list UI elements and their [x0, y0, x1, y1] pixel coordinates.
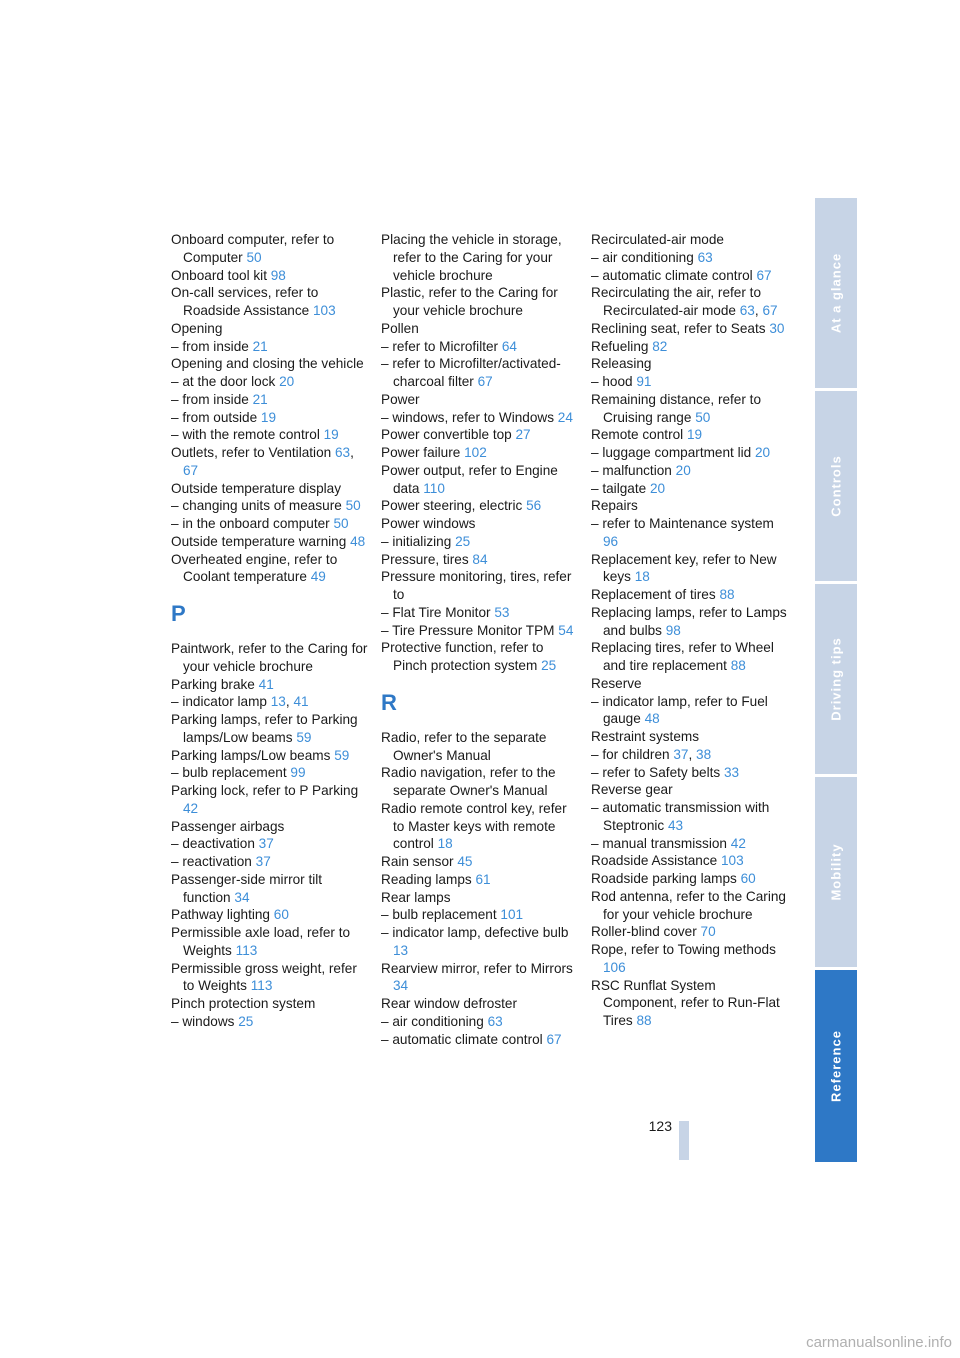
index-entry [591, 249, 791, 267]
index-entry [171, 906, 371, 924]
page-link[interactable]: 106 [603, 959, 626, 975]
section-letter: P [171, 601, 186, 626]
index-entry [591, 675, 791, 693]
entry-text: Repairs [591, 498, 638, 514]
entry-text: – refer to Microfilter [381, 338, 502, 354]
entry-text: – reactivation [171, 854, 256, 869]
entry-text: Onboard computer, refer to Computer [171, 232, 335, 265]
tab-label: At a glance [828, 252, 844, 334]
entry-text: Restraint systems [591, 729, 700, 744]
entry-text: – windows, refer to Windows [381, 409, 558, 425]
index-entry [381, 1031, 581, 1049]
page-link[interactable]: 13 [393, 942, 409, 958]
entry-text: Replacement of tires [591, 587, 720, 602]
entry-text: – for children [591, 746, 674, 762]
entry-text: – windows [171, 1013, 239, 1029]
index-entry [591, 551, 791, 587]
entry-text: – automatic climate control [381, 1031, 547, 1047]
index-entry [591, 941, 791, 977]
index-entry [171, 267, 371, 285]
page-link[interactable]: 84 [472, 551, 488, 567]
page-link[interactable]: 37 [255, 854, 271, 869]
entry-text: Rear lamps [381, 889, 451, 905]
entry-text: Pollen [381, 320, 419, 336]
entry-text: Remaining distance, refer to Cruising range [591, 391, 762, 425]
page-link[interactable]: 60 [740, 871, 756, 886]
index-entry [591, 355, 791, 373]
index-entry [171, 515, 371, 533]
entry-text: – with the remote control [171, 427, 324, 443]
index-entry [171, 426, 371, 444]
entry-text: – tailgate [591, 480, 650, 496]
index-entry [171, 782, 371, 818]
page-link[interactable]: 64 [501, 338, 517, 354]
page-link[interactable]: 18 [437, 836, 453, 852]
entry-text: Rear window defroster [381, 996, 517, 1011]
index-entry [171, 960, 371, 996]
entry-text: – refer to Safety belts [591, 764, 724, 780]
tab-label: Reference [828, 1030, 844, 1102]
index-entry [171, 497, 371, 515]
index-entry [591, 391, 791, 427]
index-entry [591, 320, 791, 338]
page-link[interactable]: 59 [296, 729, 312, 745]
index-entry [381, 622, 581, 640]
index-entry [381, 338, 581, 356]
page-link[interactable]: 67 [183, 462, 199, 478]
index-entry [381, 639, 581, 675]
page-link[interactable]: 50 [345, 498, 361, 514]
page-link[interactable]: 48 [644, 711, 660, 727]
index-entry [591, 515, 791, 551]
page-link[interactable]: 20 [649, 480, 666, 496]
page-link[interactable]: 38 [696, 746, 712, 762]
page-link[interactable]: 37 [258, 836, 274, 852]
entry-text: Remote control [591, 427, 687, 443]
page-link[interactable]: 67 [546, 1031, 562, 1047]
entry-text: Power failure [381, 445, 465, 460]
tab-label: Controls [828, 455, 844, 517]
index-entry [381, 960, 581, 996]
page-link[interactable]: 99 [290, 765, 306, 781]
entry-text: Parking brake [171, 676, 259, 692]
index-entry [591, 462, 791, 480]
entry-text: Reverse gear [591, 782, 673, 798]
index-entry [171, 835, 371, 853]
tab-at-a-glance[interactable] [815, 198, 857, 388]
index-entry [171, 284, 371, 320]
page-link[interactable]: 34 [393, 978, 409, 994]
index-entry [171, 533, 371, 551]
index-entry [381, 551, 581, 569]
index-entry [591, 923, 791, 941]
index-entry [381, 764, 581, 800]
index-entry [381, 800, 581, 853]
entry-text: Rain sensor [381, 854, 458, 869]
page-link[interactable]: 88 [636, 1013, 652, 1028]
entry-text: Reclining seat, refer to Seats [591, 320, 770, 336]
index-entry [381, 889, 581, 907]
section-sidebar [815, 198, 857, 1160]
entry-text: – refer to Maintenance system [591, 516, 774, 531]
entry-text: Permissible gross weight, refer to Weights [171, 960, 357, 994]
index-entry [591, 267, 791, 285]
entry-text: – automatic transmission with Steptronic [591, 800, 770, 833]
index-column-1 [171, 231, 371, 1031]
index-entry [591, 799, 791, 835]
entry-text: – from inside [171, 391, 253, 407]
entry-text: – malfunction [591, 462, 676, 478]
index-entry [591, 373, 791, 391]
entry-text: Parking lamps/Low beams [171, 747, 335, 763]
page-link[interactable]: 18 [634, 569, 650, 585]
entry-text: Outside temperature display [171, 480, 342, 496]
index-entry [591, 604, 791, 640]
entry-text: Recirculating the air, refer to Recirculated-air mode [591, 285, 762, 318]
entry-text: – luggage compartment lid [591, 445, 755, 460]
tab-reference[interactable] [815, 970, 857, 1162]
index-entry [591, 870, 791, 888]
page-link[interactable]: 70 [700, 924, 716, 940]
page-link[interactable]: 101 [500, 907, 524, 923]
index-entry [381, 444, 581, 462]
page-link[interactable]: 21 [252, 391, 268, 407]
page-link[interactable]: 67 [756, 267, 772, 283]
index-entry [171, 676, 371, 694]
entry-text: – at the door lock [171, 374, 280, 389]
entry-text: Radio, refer to the separate Owner's Manual [381, 729, 547, 763]
index-entry [591, 284, 791, 320]
index-entry [381, 924, 581, 960]
page-link[interactable]: 41 [258, 676, 274, 692]
page-number: 123 [648, 1118, 672, 1134]
page-link[interactable]: 24 [557, 409, 573, 425]
entry-text: – indicator lamp, defective bulb [381, 925, 569, 940]
page-link[interactable]: 110 [423, 480, 445, 496]
entry-text: – deactivation [171, 836, 259, 852]
entry-text: Replacement key, refer to New keys [591, 551, 777, 585]
index-entry [171, 373, 371, 391]
index-entry [171, 480, 371, 498]
index-entry [591, 480, 791, 498]
page-link[interactable]: 25 [541, 658, 557, 673]
index-entry [381, 1013, 581, 1031]
entry-text: – Tire Pressure Monitor TPM [381, 622, 559, 638]
entry-text: On-call services, refer to Roadside Assistance [171, 285, 319, 318]
entry-text: Opening and closing the vehicle [171, 356, 364, 372]
index-entry [591, 497, 791, 515]
entry-text: – changing units of measure [171, 498, 346, 514]
index-entry [381, 284, 581, 320]
entry-text: – automatic climate control [591, 267, 757, 283]
index-entry [171, 320, 371, 338]
index-entry [591, 977, 791, 1030]
page-link[interactable]: 20 [675, 462, 691, 478]
tab-label: Mobility [828, 843, 844, 901]
entry-text: Power output, refer to Engine data [381, 462, 558, 496]
entry-text: Overheated engine, refer to Coolant temperature [171, 551, 338, 585]
section-letter: R [381, 689, 397, 715]
page-link[interactable]: 42 [183, 800, 199, 816]
entry-text: RSC Runflat System Component, refer to Run-Flat Tires [591, 977, 780, 1028]
page-link[interactable]: 54 [558, 622, 574, 638]
index-entry [171, 711, 371, 747]
page-separator: , [285, 694, 294, 710]
page-link[interactable]: 60 [273, 907, 289, 923]
entry-text: Roller-blind cover [591, 924, 701, 940]
index-entry [591, 728, 791, 746]
page-link[interactable]: 27 [515, 427, 531, 443]
tab-mobility[interactable] [815, 777, 857, 967]
page-link[interactable]: 63 [697, 249, 713, 265]
entry-text: Radio remote control key, refer to Master keys with remote control [381, 800, 567, 852]
watermark: carmanualsonline.info [806, 1334, 952, 1351]
index-entry [591, 231, 791, 249]
page-separator: , [754, 303, 763, 318]
index-entry [381, 853, 581, 871]
index-entry [381, 729, 581, 765]
page-link[interactable]: 103 [720, 853, 744, 869]
index-entry [381, 604, 581, 622]
index-entry [171, 818, 371, 836]
entry-text: Paintwork, refer to the Caring for your vehicle brochure [171, 641, 368, 674]
page-link[interactable]: 25 [238, 1013, 254, 1029]
entry-text: Pressure monitoring, tires, refer to [381, 569, 572, 602]
index-entry [381, 995, 581, 1013]
index-entry [171, 640, 371, 676]
entry-text: – hood [591, 374, 637, 389]
page-separator: , [350, 445, 354, 460]
page-link[interactable]: 42 [730, 835, 746, 851]
entry-text: Power [381, 391, 420, 407]
entry-text: Roadside parking lamps [591, 871, 741, 886]
entry-text: – air conditioning [381, 1013, 488, 1029]
index-entry [381, 871, 581, 889]
entry-text: Reading lamps [381, 871, 476, 887]
index-entry [171, 355, 371, 373]
index-entry [171, 995, 371, 1013]
page-link[interactable]: 48 [350, 533, 366, 549]
entry-text: Passenger-side mirror tilt function [171, 871, 323, 905]
page-link[interactable]: 20 [754, 445, 771, 460]
page-link[interactable]: 21 [252, 338, 268, 354]
entry-text: Releasing [591, 356, 652, 372]
index-entry [171, 871, 371, 907]
page-link[interactable]: 50 [333, 516, 349, 531]
page-link[interactable]: 19 [323, 427, 339, 443]
page-link[interactable]: 49 [310, 569, 326, 585]
index-entry [381, 497, 581, 515]
page-link[interactable]: 19 [260, 409, 277, 425]
index-entry [171, 231, 371, 267]
page-link[interactable]: 59 [334, 747, 350, 763]
page-link[interactable]: 56 [526, 498, 542, 514]
entry-text: – indicator lamp, refer to Fuel gauge [591, 693, 768, 727]
index-entry [591, 586, 791, 604]
page-link[interactable]: 88 [730, 658, 746, 673]
index-entry [381, 391, 581, 409]
index-entry [591, 444, 791, 462]
index-entry [381, 426, 581, 444]
entry-text: Pressure, tires [381, 551, 473, 567]
page-link[interactable]: 37 [673, 746, 689, 762]
page-link[interactable]: 102 [464, 445, 487, 460]
page-link[interactable]: 41 [293, 694, 309, 710]
entry-text: Rod antenna, refer to the Caring for your vehicle brochure [591, 888, 786, 922]
page-link[interactable]: 50 [695, 409, 711, 425]
index-entry [381, 462, 581, 498]
index-entry [381, 515, 581, 533]
entry-text: Recirculated-air mode [591, 232, 724, 247]
entry-text: Pathway lighting [171, 907, 274, 923]
index-entry [381, 320, 581, 338]
index-entry [171, 391, 371, 409]
entry-text: Replacing lamps, refer to Lamps and bulbs [591, 604, 787, 638]
tab-label: Driving tips [828, 637, 844, 721]
entry-text: – from inside [171, 338, 253, 354]
index-entry [591, 639, 791, 675]
index-entry [381, 568, 581, 604]
index-entry [171, 924, 371, 960]
entry-text: Pinch protection system [171, 996, 316, 1011]
entry-text: Onboard tool kit [171, 267, 271, 283]
page-link[interactable]: 113 [235, 942, 258, 958]
entry-text: Power steering, electric [381, 498, 527, 514]
entry-text: Roadside Assistance [591, 853, 721, 869]
page-link[interactable]: 63 [487, 1013, 503, 1029]
index-entry [591, 338, 791, 356]
entry-text: Opening [171, 320, 223, 336]
page-number-bar [679, 1121, 689, 1160]
index-entry [171, 1013, 371, 1031]
entry-text: – indicator lamp [171, 694, 271, 710]
index-entry [171, 409, 371, 427]
entry-text: Passenger airbags [171, 818, 285, 834]
index-entry [381, 906, 581, 924]
entry-text: Replacing tires, refer to Wheel and tire replacement [591, 640, 774, 673]
entry-text: Rearview mirror, refer to Mirrors [381, 960, 573, 976]
page-link[interactable]: 50 [246, 249, 262, 265]
index-entry [591, 852, 791, 870]
entry-text: – in the onboard computer [171, 516, 334, 531]
entry-text: – air conditioning [591, 249, 698, 265]
page-link[interactable]: 30 [769, 320, 785, 336]
entry-text: Power convertible top [381, 427, 516, 443]
page-link[interactable]: 63 [334, 445, 351, 460]
entry-text: Outside temperature warning [171, 533, 351, 549]
page-link[interactable]: 53 [494, 604, 510, 620]
page-link[interactable]: 25 [455, 533, 471, 549]
index-entry [591, 781, 791, 799]
entry-text: Outlets, refer to Ventilation [171, 445, 335, 460]
index-entry [171, 764, 371, 782]
entry-text: Protective function, refer to Pinch protection system [381, 640, 544, 673]
index-entry [381, 355, 581, 391]
page-link[interactable]: 96 [603, 533, 619, 549]
entry-text: Power windows [381, 516, 476, 531]
entry-text: – manual transmission [591, 835, 731, 851]
entry-text: – refer to Microfilter/activated-charcoal filter [381, 356, 561, 389]
entry-text: Radio navigation, refer to the separate Owner's Manual [381, 765, 556, 798]
page-link[interactable]: 113 [250, 978, 273, 994]
index-entry [171, 551, 371, 587]
index-entry [591, 764, 791, 782]
index-entry [591, 888, 791, 924]
entry-text: – bulb replacement [171, 765, 291, 781]
page-link[interactable]: 20 [279, 374, 295, 389]
page-link[interactable]: 67 [762, 303, 778, 318]
index-entry [591, 693, 791, 729]
entry-text: Placing the vehicle in storage, refer to the Caring for your vehicle brochure [381, 232, 562, 283]
entry-text: Parking lamps, refer to Parking lamps/Low beams [171, 712, 358, 745]
tab-controls[interactable] [815, 391, 857, 581]
page-link[interactable]: 33 [723, 764, 740, 780]
page-link[interactable]: 103 [312, 303, 336, 318]
entry-text: – from outside [171, 409, 261, 425]
index-column-2 [381, 231, 581, 1048]
page-link[interactable]: 63 [739, 303, 755, 318]
entry-text: Plastic, refer to the Caring for your vehicle brochure [381, 285, 558, 318]
index-entry [381, 409, 581, 427]
index-entry [591, 426, 791, 444]
page-link[interactable]: 13 [270, 694, 286, 710]
entry-text: Refueling [591, 338, 653, 354]
index-entry [171, 444, 371, 480]
index-entry [171, 693, 371, 711]
index-entry [171, 853, 371, 871]
index-entry [171, 338, 371, 356]
entry-text: Parking lock, refer to P Parking [171, 783, 359, 798]
index-entry [171, 747, 371, 765]
page-separator: , [688, 746, 697, 762]
entry-text: Reserve [591, 675, 642, 691]
entry-text: – initializing [381, 533, 456, 549]
index-entry [591, 835, 791, 853]
page-link[interactable]: 88 [719, 587, 735, 602]
entry-text: Permissible axle load, refer to Weights [171, 925, 351, 958]
index-entry [381, 231, 581, 284]
page-link[interactable]: 34 [234, 889, 250, 905]
tab-driving-tips[interactable] [815, 584, 857, 774]
page-link[interactable]: 98 [270, 267, 286, 283]
page-link[interactable]: 61 [475, 871, 491, 887]
page-link[interactable]: 43 [667, 817, 684, 833]
page-link[interactable]: 98 [665, 622, 681, 638]
entry-text: – bulb replacement [381, 907, 501, 923]
page-link[interactable]: 45 [457, 854, 473, 869]
entry-text: – Flat Tire Monitor [381, 604, 495, 620]
page-link[interactable]: 67 [477, 374, 493, 389]
entry-text: Rope, refer to Towing methods [591, 942, 776, 957]
index-entry [381, 533, 581, 551]
page-link[interactable]: 19 [686, 427, 703, 443]
page-link[interactable]: 91 [636, 374, 652, 389]
index-entry [591, 746, 791, 764]
index-column-3 [591, 231, 791, 1030]
page-link[interactable]: 82 [652, 338, 668, 354]
